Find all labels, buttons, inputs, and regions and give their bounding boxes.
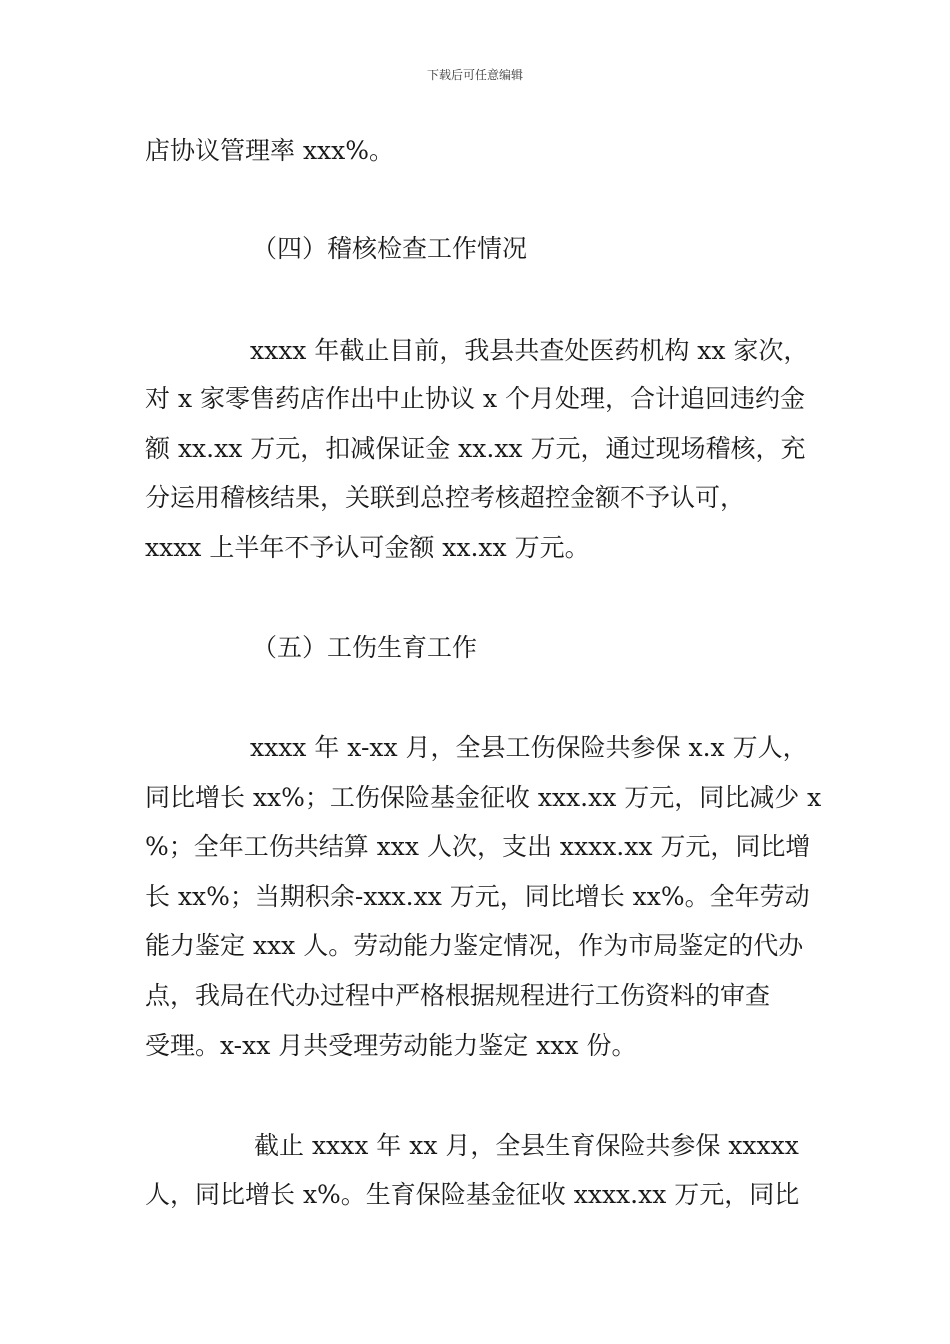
text-line-17: 人，同比增长 x%。生育保险基金征收 xxxx.xx 万元，同比 bbox=[145, 1180, 800, 1209]
text-line-3: xxxx 年截止目前，我县共查处医药机构 xx 家次， bbox=[250, 336, 809, 365]
text-line-16: 截止 xxxx 年 xx 月，全县生育保险共参保 xxxxx bbox=[254, 1131, 799, 1160]
text-line-1: 店协议管理率 xxx%。 bbox=[145, 136, 394, 165]
text-line-10: 同比增长 xx%；工伤保险基金征收 xxx.xx 万元，同比减少 x bbox=[145, 783, 822, 812]
section-heading-4: （四）稽核检查工作情况 bbox=[252, 234, 528, 263]
text-line-4: 对 x 家零售药店作出中止协议 x 个月处理，合计追回违约金 bbox=[145, 384, 805, 413]
section-heading-5: （五）工伤生育工作 bbox=[252, 633, 478, 662]
text-line-15: 受理。x-xx 月共受理劳动能力鉴定 xxx 份。 bbox=[145, 1031, 637, 1060]
text-line-6: 分运用稽核结果，关联到总控考核超控金额不予认可， bbox=[145, 483, 746, 512]
page-header: 下载后可任意编辑 bbox=[426, 68, 523, 82]
text-line-7: xxxx 上半年不予认可金额 xx.xx 万元。 bbox=[145, 533, 590, 562]
text-line-11: %；全年工伤共结算 xxx 人次，支出 xxxx.xx 万元，同比增 bbox=[145, 832, 811, 861]
text-line-14: 点，我局在代办过程中严格根据规程进行工伤资料的审查 bbox=[145, 981, 771, 1010]
text-line-5: 额 xx.xx 万元，扣减保证金 xx.xx 万元，通过现场稽核，充 bbox=[145, 434, 806, 463]
text-line-9: xxxx 年 x-xx 月，全县工伤保险共参保 x.x 万人， bbox=[250, 733, 808, 762]
text-line-12: 长 xx%；当期积余-xxx.xx 万元，同比增长 xx%。全年劳动 bbox=[145, 882, 810, 911]
text-line-13: 能力鉴定 xxx 人。劳动能力鉴定情况，作为市局鉴定的代办 bbox=[145, 931, 804, 960]
